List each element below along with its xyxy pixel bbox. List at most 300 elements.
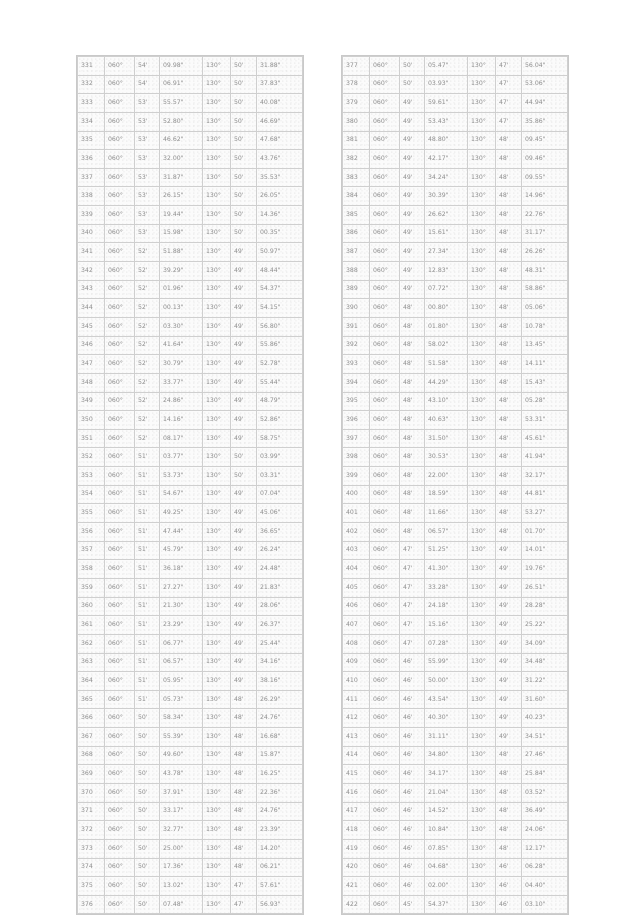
longitude-degrees-cell: 130° [203,429,231,448]
latitude-minutes-cell: 45' [400,895,425,914]
longitude-minutes-cell: 49' [496,597,522,616]
longitude-degrees-cell: 130° [468,728,496,747]
latitude-minutes-cell: 50' [135,895,160,914]
longitude-minutes-cell: 50' [231,150,257,169]
latitude-minutes-cell: 51' [135,448,160,467]
latitude-minutes-cell: 52' [135,280,160,299]
longitude-seconds-cell: 31.22" [522,672,568,691]
longitude-seconds-cell: 03.52" [522,783,568,802]
longitude-minutes-cell: 47' [496,94,522,113]
latitude-degrees-cell: 060° [105,280,135,299]
table-row [343,57,568,76]
table-row [78,858,303,877]
longitude-seconds-cell: 36.65" [257,523,303,542]
point-number-cell: 352 [78,448,105,467]
table-row [343,336,568,355]
latitude-degrees-cell: 060° [105,94,135,113]
latitude-minutes-cell: 48' [400,336,425,355]
latitude-minutes-cell: 51' [135,560,160,579]
longitude-degrees-cell: 130° [203,765,231,784]
longitude-seconds-cell: 48.79" [257,392,303,411]
latitude-seconds-cell: 01.96" [160,280,203,299]
latitude-minutes-cell: 46' [400,858,425,877]
longitude-seconds-cell: 27.46" [522,746,568,765]
longitude-minutes-cell: 49' [231,317,257,336]
point-number-cell: 340 [78,224,105,243]
latitude-minutes-cell: 49' [400,262,425,281]
latitude-seconds-cell: 07.85" [425,839,468,858]
point-number-cell: 356 [78,523,105,542]
latitude-seconds-cell: 49.60" [160,746,203,765]
longitude-minutes-cell: 50' [231,206,257,225]
table-row [78,783,303,802]
latitude-minutes-cell: 46' [400,653,425,672]
point-number-cell: 407 [343,616,370,635]
longitude-degrees-cell: 130° [468,206,496,225]
table-row [78,317,303,336]
table-row [343,616,568,635]
latitude-minutes-cell: 48' [400,448,425,467]
latitude-seconds-cell: 27.27" [160,578,203,597]
point-number-cell: 371 [78,802,105,821]
latitude-degrees-cell: 060° [105,690,135,709]
latitude-degrees-cell: 060° [370,877,400,896]
latitude-minutes-cell: 51' [135,616,160,635]
latitude-degrees-cell: 060° [370,112,400,131]
latitude-degrees-cell: 060° [370,336,400,355]
table-body [343,57,568,914]
longitude-minutes-cell: 48' [231,746,257,765]
point-number-cell: 342 [78,262,105,281]
longitude-degrees-cell: 130° [468,373,496,392]
longitude-minutes-cell: 50' [231,448,257,467]
table-row [78,467,303,486]
latitude-degrees-cell: 060° [370,504,400,523]
table-row [343,523,568,542]
latitude-degrees-cell: 060° [105,392,135,411]
table-row [343,168,568,187]
latitude-seconds-cell: 17.36" [160,858,203,877]
longitude-degrees-cell: 130° [468,839,496,858]
longitude-seconds-cell: 00.35" [257,224,303,243]
longitude-degrees-cell: 130° [203,597,231,616]
latitude-seconds-cell: 26.15" [160,187,203,206]
longitude-degrees-cell: 130° [468,131,496,150]
longitude-seconds-cell: 06.28" [522,858,568,877]
latitude-minutes-cell: 52' [135,336,160,355]
point-number-cell: 381 [343,131,370,150]
longitude-seconds-cell: 26.29" [257,690,303,709]
longitude-seconds-cell: 28.28" [522,597,568,616]
latitude-degrees-cell: 060° [370,578,400,597]
longitude-minutes-cell: 48' [231,802,257,821]
latitude-minutes-cell: 46' [400,690,425,709]
longitude-degrees-cell: 130° [203,411,231,430]
point-number-cell: 395 [343,392,370,411]
latitude-seconds-cell: 40.63" [425,411,468,430]
latitude-minutes-cell: 54' [135,75,160,94]
point-number-cell: 361 [78,616,105,635]
longitude-seconds-cell: 14.96" [522,187,568,206]
longitude-seconds-cell: 09.55" [522,168,568,187]
point-number-cell: 364 [78,672,105,691]
longitude-minutes-cell: 49' [496,728,522,747]
table-row [343,112,568,131]
point-number-cell: 372 [78,821,105,840]
point-number-cell: 366 [78,709,105,728]
latitude-degrees-cell: 060° [105,783,135,802]
point-number-cell: 413 [343,728,370,747]
longitude-minutes-cell: 49' [231,541,257,560]
longitude-minutes-cell: 49' [231,243,257,262]
longitude-seconds-cell: 40.08" [257,94,303,113]
longitude-degrees-cell: 130° [468,262,496,281]
longitude-degrees-cell: 130° [468,616,496,635]
longitude-degrees-cell: 130° [468,709,496,728]
longitude-seconds-cell: 10.78" [522,317,568,336]
longitude-minutes-cell: 46' [496,877,522,896]
longitude-minutes-cell: 48' [496,411,522,430]
latitude-seconds-cell: 23.29" [160,616,203,635]
point-number-cell: 421 [343,877,370,896]
point-number-cell: 354 [78,485,105,504]
longitude-degrees-cell: 130° [468,317,496,336]
longitude-seconds-cell: 09.46" [522,150,568,169]
longitude-seconds-cell: 26.24" [257,541,303,560]
latitude-seconds-cell: 54.67" [160,485,203,504]
point-number-cell: 387 [343,243,370,262]
longitude-minutes-cell: 48' [496,224,522,243]
longitude-seconds-cell: 16.68" [257,728,303,747]
point-number-cell: 334 [78,112,105,131]
latitude-degrees-cell: 060° [370,373,400,392]
latitude-degrees-cell: 060° [105,243,135,262]
latitude-minutes-cell: 52' [135,429,160,448]
point-number-cell: 331 [78,57,105,76]
latitude-seconds-cell: 50.00" [425,672,468,691]
point-number-cell: 373 [78,839,105,858]
longitude-degrees-cell: 130° [468,560,496,579]
longitude-degrees-cell: 130° [468,504,496,523]
latitude-degrees-cell: 060° [105,168,135,187]
point-number-cell: 375 [78,877,105,896]
latitude-minutes-cell: 47' [400,560,425,579]
longitude-degrees-cell: 130° [203,57,231,76]
latitude-seconds-cell: 15.98" [160,224,203,243]
table-row [343,653,568,672]
table-row [343,94,568,113]
longitude-degrees-cell: 130° [468,168,496,187]
longitude-minutes-cell: 49' [231,355,257,374]
point-number-cell: 402 [343,523,370,542]
latitude-seconds-cell: 33.17" [160,802,203,821]
latitude-seconds-cell: 07.48" [160,895,203,914]
longitude-minutes-cell: 49' [231,578,257,597]
table-row [343,150,568,169]
latitude-minutes-cell: 52' [135,243,160,262]
table-row [78,150,303,169]
table-row [343,485,568,504]
longitude-degrees-cell: 130° [203,448,231,467]
longitude-degrees-cell: 130° [468,280,496,299]
latitude-minutes-cell: 51' [135,690,160,709]
table-row [78,262,303,281]
longitude-degrees-cell: 130° [468,187,496,206]
table-row [343,187,568,206]
latitude-degrees-cell: 060° [105,728,135,747]
longitude-seconds-cell: 31.60" [522,690,568,709]
longitude-seconds-cell: 22.76" [522,206,568,225]
longitude-minutes-cell: 49' [231,392,257,411]
longitude-minutes-cell: 49' [231,523,257,542]
point-number-cell: 399 [343,467,370,486]
latitude-degrees-cell: 060° [370,523,400,542]
point-number-cell: 422 [343,895,370,914]
latitude-seconds-cell: 33.77" [160,373,203,392]
longitude-degrees-cell: 130° [203,616,231,635]
point-number-cell: 420 [343,858,370,877]
latitude-seconds-cell: 34.80" [425,746,468,765]
table-row [78,429,303,448]
longitude-minutes-cell: 48' [231,783,257,802]
table-row [78,57,303,76]
longitude-degrees-cell: 130° [468,336,496,355]
longitude-minutes-cell: 48' [496,187,522,206]
latitude-minutes-cell: 50' [135,746,160,765]
point-number-cell: 374 [78,858,105,877]
point-number-cell: 386 [343,224,370,243]
longitude-degrees-cell: 130° [203,467,231,486]
latitude-seconds-cell: 58.02" [425,336,468,355]
latitude-seconds-cell: 15.16" [425,616,468,635]
latitude-minutes-cell: 52' [135,373,160,392]
longitude-seconds-cell: 40.23" [522,709,568,728]
longitude-minutes-cell: 49' [231,373,257,392]
table-row [78,504,303,523]
longitude-seconds-cell: 21.83" [257,578,303,597]
table-row [343,243,568,262]
table-row [343,578,568,597]
latitude-seconds-cell: 31.11" [425,728,468,747]
point-number-cell: 335 [78,131,105,150]
longitude-minutes-cell: 48' [496,373,522,392]
longitude-seconds-cell: 16.25" [257,765,303,784]
longitude-seconds-cell: 25.84" [522,765,568,784]
latitude-degrees-cell: 060° [370,429,400,448]
longitude-degrees-cell: 130° [203,839,231,858]
longitude-minutes-cell: 49' [496,616,522,635]
table-body [78,57,303,914]
latitude-degrees-cell: 060° [105,112,135,131]
longitude-minutes-cell: 48' [496,168,522,187]
latitude-degrees-cell: 060° [105,802,135,821]
latitude-seconds-cell: 18.59" [425,485,468,504]
point-number-cell: 337 [78,168,105,187]
table-row [78,634,303,653]
point-number-cell: 411 [343,690,370,709]
latitude-minutes-cell: 51' [135,541,160,560]
longitude-minutes-cell: 48' [496,392,522,411]
point-number-cell: 347 [78,355,105,374]
point-number-cell: 370 [78,783,105,802]
point-number-cell: 341 [78,243,105,262]
latitude-seconds-cell: 43.78" [160,765,203,784]
table-row [343,560,568,579]
latitude-minutes-cell: 54' [135,57,160,76]
latitude-degrees-cell: 060° [105,672,135,691]
longitude-minutes-cell: 48' [496,504,522,523]
latitude-seconds-cell: 14.52" [425,802,468,821]
latitude-seconds-cell: 58.34" [160,709,203,728]
latitude-minutes-cell: 49' [400,224,425,243]
latitude-seconds-cell: 44.29" [425,373,468,392]
latitude-minutes-cell: 51' [135,597,160,616]
latitude-degrees-cell: 060° [105,206,135,225]
point-number-cell: 405 [343,578,370,597]
latitude-minutes-cell: 53' [135,168,160,187]
latitude-minutes-cell: 51' [135,653,160,672]
point-number-cell: 419 [343,839,370,858]
longitude-degrees-cell: 130° [203,877,231,896]
longitude-minutes-cell: 49' [496,578,522,597]
longitude-seconds-cell: 26.51" [522,578,568,597]
latitude-degrees-cell: 060° [105,839,135,858]
table-row [78,616,303,635]
latitude-seconds-cell: 53.73" [160,467,203,486]
longitude-minutes-cell: 48' [496,783,522,802]
longitude-degrees-cell: 130° [203,206,231,225]
table-row [343,839,568,858]
longitude-seconds-cell: 09.45" [522,131,568,150]
longitude-degrees-cell: 130° [468,765,496,784]
longitude-minutes-cell: 49' [231,262,257,281]
table-row [78,336,303,355]
latitude-degrees-cell: 060° [105,616,135,635]
latitude-degrees-cell: 060° [370,634,400,653]
point-number-cell: 376 [78,895,105,914]
latitude-seconds-cell: 13.02" [160,877,203,896]
latitude-seconds-cell: 53.43" [425,112,468,131]
latitude-seconds-cell: 30.79" [160,355,203,374]
latitude-degrees-cell: 060° [105,895,135,914]
point-number-cell: 403 [343,541,370,560]
latitude-seconds-cell: 10.84" [425,821,468,840]
latitude-minutes-cell: 50' [135,765,160,784]
longitude-minutes-cell: 48' [496,280,522,299]
longitude-minutes-cell: 49' [231,336,257,355]
latitude-degrees-cell: 060° [105,560,135,579]
longitude-seconds-cell: 04.40" [522,877,568,896]
longitude-minutes-cell: 48' [496,355,522,374]
longitude-seconds-cell: 14.20" [257,839,303,858]
longitude-seconds-cell: 14.01" [522,541,568,560]
latitude-degrees-cell: 060° [105,578,135,597]
longitude-degrees-cell: 130° [468,57,496,76]
table-row [343,672,568,691]
table-row [78,112,303,131]
latitude-minutes-cell: 50' [135,858,160,877]
table-row [78,485,303,504]
latitude-minutes-cell: 47' [400,541,425,560]
latitude-seconds-cell: 05.95" [160,672,203,691]
latitude-minutes-cell: 48' [400,373,425,392]
longitude-degrees-cell: 130° [203,355,231,374]
longitude-degrees-cell: 130° [468,392,496,411]
latitude-seconds-cell: 31.87" [160,168,203,187]
longitude-degrees-cell: 130° [203,112,231,131]
longitude-minutes-cell: 48' [496,821,522,840]
longitude-degrees-cell: 130° [203,94,231,113]
latitude-seconds-cell: 36.18" [160,560,203,579]
longitude-degrees-cell: 130° [203,224,231,243]
latitude-seconds-cell: 12.83" [425,262,468,281]
longitude-seconds-cell: 45.61" [522,429,568,448]
point-number-cell: 408 [343,634,370,653]
latitude-degrees-cell: 060° [105,541,135,560]
longitude-minutes-cell: 49' [231,560,257,579]
latitude-minutes-cell: 48' [400,355,425,374]
latitude-minutes-cell: 51' [135,504,160,523]
longitude-degrees-cell: 130° [203,895,231,914]
longitude-minutes-cell: 47' [496,112,522,131]
longitude-seconds-cell: 32.17" [522,467,568,486]
table-row [78,839,303,858]
longitude-seconds-cell: 58.75" [257,429,303,448]
longitude-degrees-cell: 130° [203,150,231,169]
longitude-seconds-cell: 48.31" [522,262,568,281]
table-row [78,746,303,765]
latitude-minutes-cell: 51' [135,578,160,597]
latitude-minutes-cell: 48' [400,429,425,448]
longitude-minutes-cell: 48' [231,690,257,709]
longitude-minutes-cell: 50' [231,57,257,76]
longitude-seconds-cell: 53.06" [522,75,568,94]
longitude-degrees-cell: 130° [203,709,231,728]
longitude-seconds-cell: 23.39" [257,821,303,840]
longitude-seconds-cell: 14.36" [257,206,303,225]
table-row [78,355,303,374]
latitude-minutes-cell: 53' [135,131,160,150]
longitude-seconds-cell: 31.88" [257,57,303,76]
longitude-minutes-cell: 50' [231,94,257,113]
latitude-degrees-cell: 060° [370,802,400,821]
table-row [78,94,303,113]
latitude-minutes-cell: 46' [400,821,425,840]
latitude-degrees-cell: 060° [370,858,400,877]
latitude-minutes-cell: 49' [400,94,425,113]
table-row [343,728,568,747]
point-number-cell: 382 [343,150,370,169]
longitude-seconds-cell: 05.06" [522,299,568,318]
coordinate-table [342,56,568,914]
latitude-degrees-cell: 060° [105,485,135,504]
point-number-cell: 406 [343,597,370,616]
latitude-minutes-cell: 51' [135,485,160,504]
latitude-seconds-cell: 00.80" [425,299,468,318]
longitude-seconds-cell: 26.26" [522,243,568,262]
latitude-degrees-cell: 060° [105,709,135,728]
table-row [343,783,568,802]
longitude-degrees-cell: 130° [203,821,231,840]
longitude-seconds-cell: 24.76" [257,802,303,821]
latitude-seconds-cell: 33.28" [425,578,468,597]
longitude-degrees-cell: 130° [468,299,496,318]
point-number-cell: 385 [343,206,370,225]
table-row [343,317,568,336]
latitude-minutes-cell: 48' [400,299,425,318]
table-row [78,728,303,747]
table-row [78,299,303,318]
